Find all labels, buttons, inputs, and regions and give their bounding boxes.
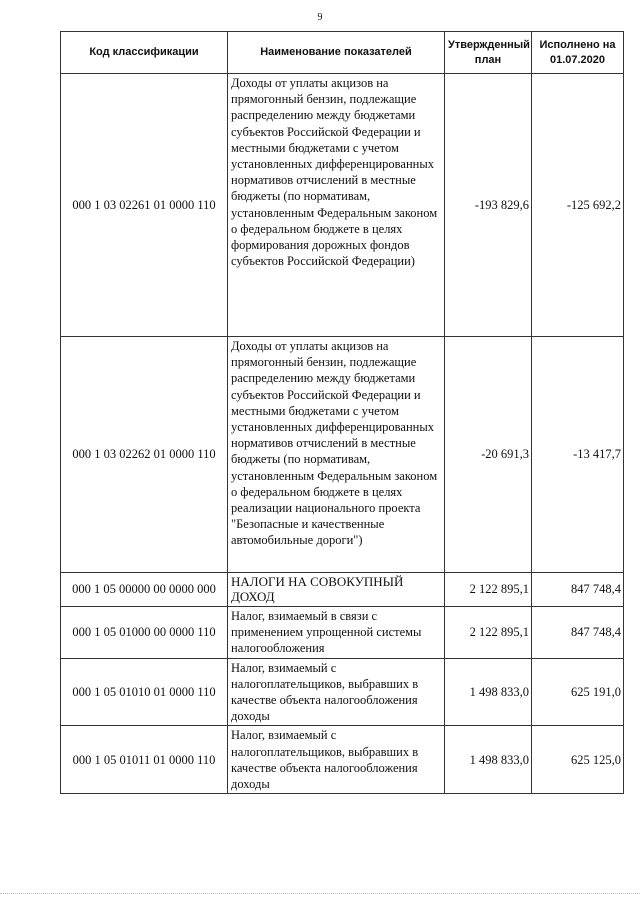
row-done: 847 748,4 xyxy=(532,573,624,607)
page-bottom-edge xyxy=(0,893,640,895)
table-row xyxy=(61,607,624,659)
row-code: 000 1 05 01010 01 0000 110 xyxy=(61,658,228,726)
header-name: Наименование показателей xyxy=(228,32,445,74)
header-done: Исполнено на 01.07.2020 xyxy=(532,32,624,74)
header-plan: Утвержденный план xyxy=(445,32,532,74)
row-code: 000 1 03 02261 01 0000 110 xyxy=(61,74,228,337)
table-row xyxy=(61,726,624,794)
row-plan: 1 498 833,0 xyxy=(445,658,532,726)
table-row xyxy=(61,337,624,573)
row-name: Налог, взимаемый с налогоплательщиков, выбравших в качестве объекта налогообложения доходы xyxy=(228,726,445,794)
row-name: Налог, взимаемый в связи с применением упрощенной системы налогообложения xyxy=(228,607,445,659)
row-name: НАЛОГИ НА СОВОКУПНЫЙ ДОХОД xyxy=(228,573,445,607)
row-done: -13 417,7 xyxy=(532,337,624,573)
header-code: Код классификации xyxy=(61,32,228,74)
row-done: 625 125,0 xyxy=(532,726,624,794)
row-name: Доходы от уплаты акцизов на прямогонный бензин, подлежащие распределению между бюджетами субъектов Российской Федерации и местными бюджетами с учетом установленных дифференцированных нормативов отчислений в местные бюджеты (по нормативам, установленным Федеральным законом о федеральном бюджете в целях формирования дорожных фондов субъектов Российской Федерации) xyxy=(228,74,445,337)
row-plan: -20 691,3 xyxy=(445,337,532,573)
table-row xyxy=(61,74,624,337)
row-done: 625 191,0 xyxy=(532,658,624,726)
revenue-table xyxy=(60,31,624,794)
row-plan: -193 829,6 xyxy=(445,74,532,337)
row-done: -125 692,2 xyxy=(532,74,624,337)
row-name: Доходы от уплаты акцизов на прямогонный бензин, подлежащие распределению между бюджетами субъектов Российской Федерации и местными бюджетами с учетом установленных дифференцированных нормативов отчислений в местные бюджеты (по нормативам, установленным Федеральным законом о федеральном бюджете в целях реализации национального проекта "Безопасные и качественные автомобильные дороги") xyxy=(228,337,445,573)
page-number: 9 xyxy=(317,12,323,23)
table-row xyxy=(61,658,624,726)
row-code: 000 1 05 01000 00 0000 110 xyxy=(61,607,228,659)
table-header-row xyxy=(61,32,624,74)
row-plan: 2 122 895,1 xyxy=(445,607,532,659)
row-code: 000 1 03 02262 01 0000 110 xyxy=(61,337,228,573)
row-plan: 2 122 895,1 xyxy=(445,573,532,607)
row-plan: 1 498 833,0 xyxy=(445,726,532,794)
row-name: Налог, взимаемый с налогоплательщиков, выбравших в качестве объекта налогообложения доходы xyxy=(228,658,445,726)
table-row xyxy=(61,573,624,607)
row-code: 000 1 05 01011 01 0000 110 xyxy=(61,726,228,794)
row-code: 000 1 05 00000 00 0000 000 xyxy=(61,573,228,607)
row-done: 847 748,4 xyxy=(532,607,624,659)
